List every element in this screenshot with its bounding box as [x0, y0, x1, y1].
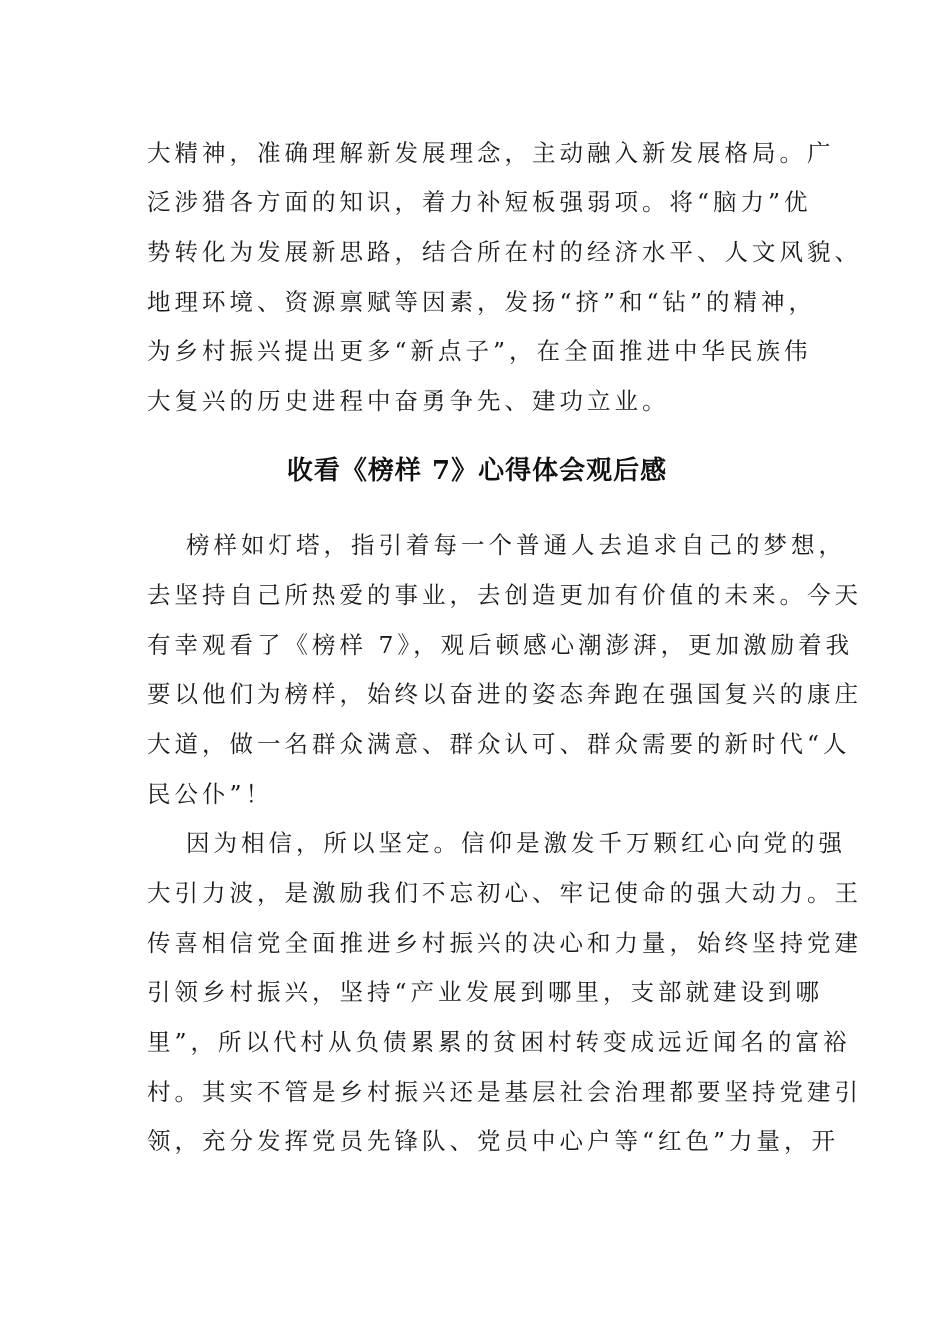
paragraph-line: 引领乡村振兴，坚持“产业发展到哪里，支部就建设到哪: [147, 978, 824, 1006]
paragraph-line: 村。其实不管是乡村振兴还是基层社会治理都要坚持党建引: [147, 1078, 862, 1106]
paragraph-line: 榜样如灯塔，指引着每一个普通人去追求自己的梦想，: [186, 531, 846, 559]
paragraph-line: 因为相信，所以坚定。信仰是激发千万颗红心向党的强: [186, 829, 846, 857]
paragraph-line: 有幸观看了《榜样 7》，观后顿感心潮澎湃，更加激励着我: [147, 631, 854, 659]
paragraph-line: 领，充分发挥党员先锋队、党员中心户等“红色”力量，开: [147, 1127, 840, 1155]
intro-line: 大精神，准确理解新发展理念，主动融入新发展格局。广: [147, 139, 835, 167]
paragraph-line: 民公仆”！: [147, 780, 274, 808]
intro-line: 地理环境、资源禀赋等因素，发扬“挤”和“钻”的精神，: [147, 288, 817, 316]
intro-line: 泛涉猎各方面的知识，着力补短板强弱项。将“脑力”优: [147, 188, 812, 216]
paragraph-line: 传喜相信党全面推进乡村振兴的决心和力量，始终坚持党建: [147, 929, 862, 957]
paragraph-line: 大引力波，是激励我们不忘初心、牢记使命的强大动力。王: [147, 879, 862, 907]
intro-line: 势转化为发展新思路，结合所在村的经济水平、人文风貌、: [147, 238, 862, 266]
paragraph-line: 去坚持自己所热爱的事业，去创造更加有价值的未来。今天: [147, 581, 862, 609]
intro-line: 为乡村振兴提出更多“新点子”，在全面推进中华民族伟: [147, 337, 812, 365]
section-title: 收看《榜样 7》心得体会观后感: [286, 456, 668, 486]
intro-line: 大复兴的历史进程中奋勇争先、建功立业。: [147, 387, 670, 415]
paragraph-line: 里”，所以代村从负债累累的贫困村转变成远近闻名的富裕: [147, 1028, 851, 1056]
paragraph-line: 要以他们为榜样，始终以奋进的姿态奔跑在强国复兴的康庄: [147, 680, 862, 708]
paragraph-line: 大道，做一名群众满意、群众认可、群众需要的新时代“人: [147, 730, 851, 758]
